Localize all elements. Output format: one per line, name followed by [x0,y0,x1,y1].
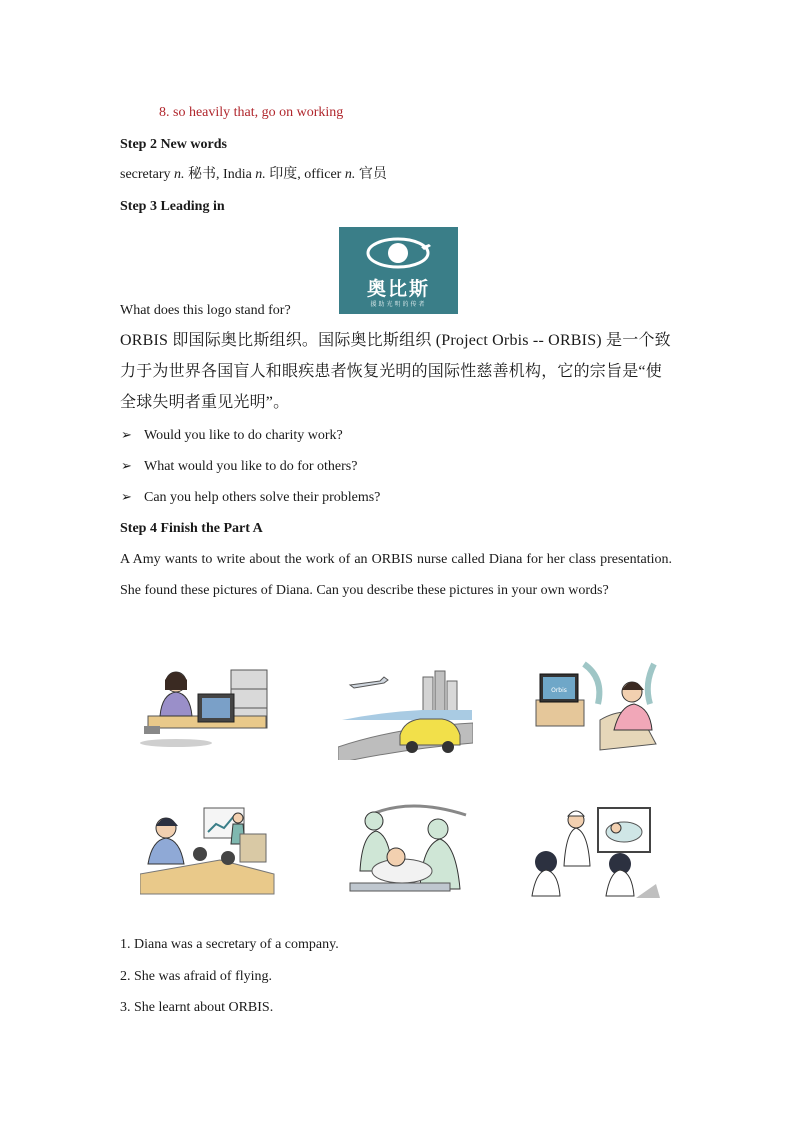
tv-screen-label: Orbis [551,687,567,694]
nurse-teaching-illustration [526,806,661,901]
answer-line-3: 3. She learnt about ORBIS. [120,1000,274,1015]
bullet-question: ➢ What would you like to do for others? [121,459,358,474]
exercise-item-8: 8. so heavily that, go on working [159,105,344,120]
step-3-heading: Step 3 Leading in [120,199,225,214]
part-a-instructions: A Amy wants to write about the work of an ORBIS nurse called Diana for her class presentation. She found these pictures of Diana. Can you describe these pictures in your own words? [120,552,672,598]
orbis-description: ORBIS 即国际奥比斯组织。国际奥比斯组织 (Project Orbis -- ORBIS) 是一个致力于为世界各国盲人和眼疾患者恢复光明的国际性慈善机构，它的宗旨是“使全球失明者重见光明”。 [120,332,671,411]
vocabulary-line [120,166,387,184]
arrow-bullet-icon: ➢ [121,428,132,443]
surgery-patient-illustration [340,801,475,896]
step-2-heading: Step 2 New words [120,137,227,152]
bullet-question: ➢ Would you like to do charity work? [121,428,343,443]
arrow-bullet-icon: ➢ [121,459,132,474]
vocab-pos: n. [174,167,185,182]
office-secretary-illustration [136,656,271,751]
tv-orbis-watching-illustration [528,660,663,755]
logo-tagline: 援助光明的传者 [370,301,427,308]
bullet-question: ➢ Can you help others solve their problems? [121,490,381,505]
orbis-logo [339,227,458,314]
vocab-meaning: 秘书, [188,167,220,182]
vocab-pos: n. [344,167,356,182]
vocab-word: India [223,167,252,182]
answer-line-1: 1. Diana was a secretary of a company. [120,937,339,952]
logo-question: What does this logo stand for? [120,303,291,318]
answer-line-2: 2. She was afraid of flying. [120,969,273,984]
step-4-heading: Step 4 Finish the Part A [120,521,263,536]
vocab-word: secretary [120,167,171,182]
vocab-meaning: 印度, [269,167,301,182]
airplane-car-road-illustration [338,665,473,760]
vocab-meaning: 官员 [358,167,387,182]
vocab-word: officer [304,167,342,182]
logo-title: 奥比斯 [366,278,430,300]
vocab-pos: n. [255,167,266,182]
arrow-bullet-icon: ➢ [121,490,132,505]
presentation-classroom-illustration [140,804,275,899]
